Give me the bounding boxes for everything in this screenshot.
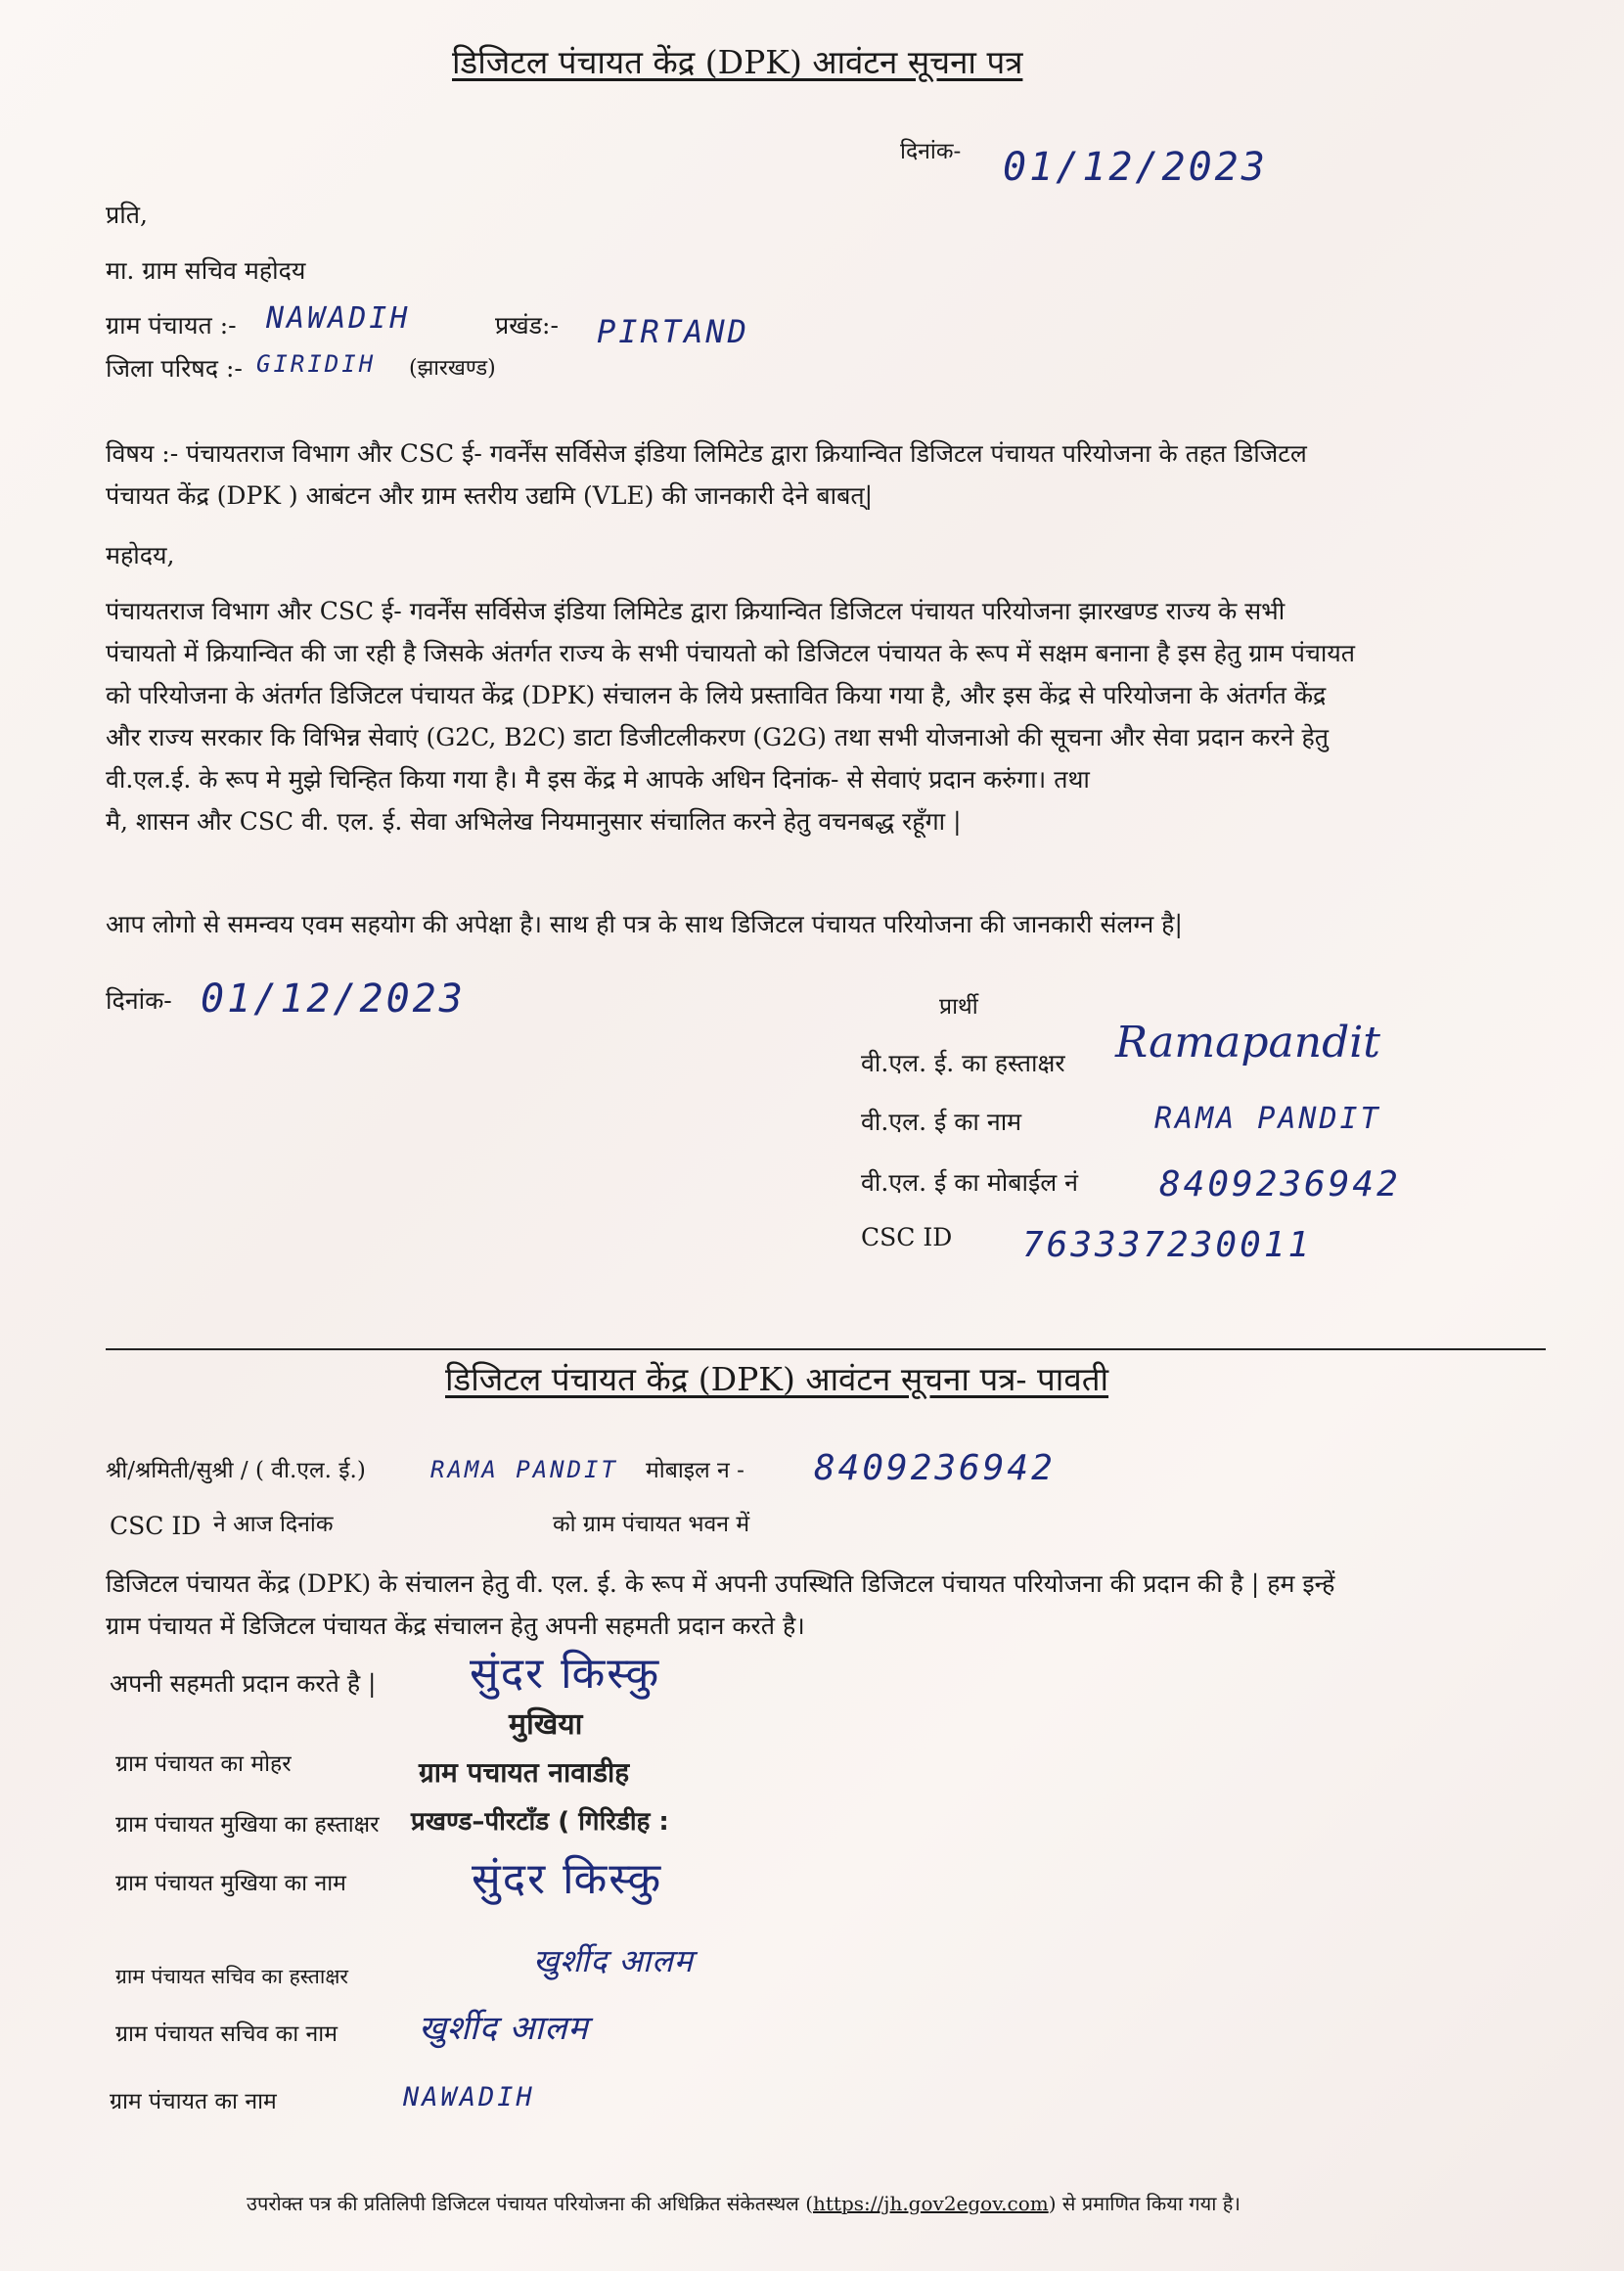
district-label: जिला परिषद :- [106, 354, 243, 383]
vle-mobile-value: 8409236942 [1159, 1164, 1401, 1204]
applicant-label: प्रार्थी [939, 994, 978, 1020]
subject-line: विषय :- पंचायतराज विभाग और CSC ई- गवर्नेंस सर्विसेज इंडिया लिमिटेड द्वारा क्रियान्वित डिजिटल पंचायत परियोजना के तहत डिजिटल [106, 439, 1307, 468]
footer-text-after: ) से प्रमाणित किया गया है। [1048, 2192, 1241, 2215]
body-line: और राज्य सरकार कि विभिन्न सेवाएं (G2C, B2C) डाटा डिजीटलीकरण (G2G) तथा सभी योजनाओ की सूचना और सेवा प्रदान करने हेतु [106, 723, 1330, 751]
footer-note [247, 2192, 1241, 2215]
receipt-line: डिजिटल पंचायत केंद्र (DPK) के संचालन हेतु वी. एल. ई. के रूप में अपनी उपस्थिति डिजिटल पंचायत परियोजना की प्रदान की है | हम इन्हें [106, 1569, 1335, 1598]
signoff-date-label: दिनांक- [106, 986, 172, 1015]
csc-id-label: CSC ID [861, 1223, 953, 1251]
body-line: मै, शासन और CSC वी. एल. ई. सेवा अभिलेख नियमानुसार संचालित करने हेतु वचनबद्ध रहूँगा | [106, 807, 962, 836]
vle-signature: Ramapandit [1115, 1018, 1380, 1067]
subject [106, 432, 1307, 517]
footer-url[interactable]: https://jh.gov2egov.com [813, 2192, 1049, 2215]
secretary-signature-label: ग्राम पंचायत सचिव का हस्ताक्षर [115, 1965, 348, 1988]
receipt-venue-text: को ग्राम पंचायत भवन में [553, 1512, 750, 1537]
receipt-vle-label: श्री/श्रमिती/सुश्री / ( वी.एल. ई.) [106, 1458, 366, 1483]
mukhiya-signature-label: ग्राम पंचायत मुखिया का हस्ताक्षर [115, 1812, 380, 1838]
stamp-gram-panchayat: ग्राम पचायत नावाडीह [419, 1756, 630, 1789]
csc-id-value: 763337230011 [1022, 1225, 1313, 1265]
secretary-name-value: खुर्शीद आलम [419, 2009, 589, 2048]
date-handwritten: 01/12/2023 [1003, 145, 1268, 190]
to-label: प्रति, [106, 201, 148, 229]
consent-signature: सुंदर किस्कु [470, 1649, 661, 1699]
body-line: पंचायतो में क्रियान्वित की जा रही है जिसके अंतर्गत राज्य के सभी पंचायतो को डिजिटल पंचायत के रूप में सक्षम बनाना है इस हेतु ग्राम पंचायत [106, 639, 1356, 667]
receipt-title: डिजिटल पंचायत केंद्र (DPK) आवंटन सूचना पत्र- पावती [445, 1360, 1109, 1398]
gp-name-value: NAWADIH [403, 2082, 535, 2112]
mukhiya-name-label: ग्राम पंचायत मुखिया का नाम [115, 1871, 346, 1896]
receipt-mobile-value: 8409236942 [814, 1448, 1056, 1488]
signoff-date-value: 01/12/2023 [201, 977, 466, 1022]
footer-text-before: उपरोक्त पत्र की प्रतिलिपी डिजिटल पंचायत परियोजना की अधिक्रित संकेतस्थल ( [247, 2192, 813, 2215]
subject-line: पंचायत केंद्र (DPK ) आबंटन और ग्राम स्तरीय उद्यमि (VLE) की जानकारी देने बाबत्| [106, 481, 874, 510]
page-title: डिजिटल पंचायत केंद्र (DPK) आवंटन सूचना पत्र [452, 43, 1023, 81]
section-divider [106, 1348, 1546, 1350]
receipt-csc-label: CSC ID [110, 1512, 202, 1540]
body-line: वी.एल.ई. के रूप मे मुझे चिन्हित किया गया है। मै इस केंद्र मे आपके अधिन दिनांक- से सेवाएं प्रदान करुंगा। तथा [106, 765, 1090, 794]
block-label: प्रखंड:- [495, 311, 559, 340]
district-value: GIRIDIH [256, 350, 377, 378]
body-line: को परियोजना के अंतर्गत डिजिटल पंचायत केंद्र (DPK) संचालन के लिये प्रस्तावित किया गया है, और इस केंद्र से परियोजना के अंतर्गत केंद्र [106, 681, 1327, 709]
date-label: दिनांक- [900, 139, 962, 164]
gram-panchayat-label: ग्राम पंचायत :- [106, 311, 237, 340]
mukhiya-name-value: सुंदर किस्कु [472, 1854, 663, 1904]
secretary-signature: खुर्शीद आलम [533, 1942, 694, 1979]
recipient: मा. ग्राम सचिव महोदय [106, 256, 306, 285]
receipt-date-text: ने आज दिनांक [213, 1512, 334, 1537]
receipt-vle-name: RAMA PANDIT [430, 1456, 618, 1483]
stamp-mukhiya: मुखिया [509, 1707, 583, 1742]
seal-label: ग्राम पंचायत का मोहर [115, 1751, 292, 1777]
vle-name-label: वी.एल. ई का नाम [861, 1108, 1022, 1136]
secretary-name-label: ग्राम पंचायत सचिव का नाम [115, 2021, 338, 2047]
gram-panchayat-value: NAWADIH [266, 301, 411, 336]
state-label: (झारखण्ड) [409, 356, 496, 381]
vle-signature-label: वी.एल. ई. का हस्ताक्षर [861, 1049, 1065, 1077]
consent-text: अपनी सहमती प्रदान करते है | [110, 1669, 377, 1698]
gp-name-label: ग्राम पंचायत का नाम [110, 2089, 277, 2114]
receipt-mobile-label: मोबाइल न - [646, 1458, 744, 1483]
salutation: महोदय, [106, 541, 175, 569]
receipt-paragraph [106, 1563, 1334, 1647]
body-paragraph [106, 590, 1355, 842]
vle-name-value: RAMA PANDIT [1154, 1102, 1381, 1136]
cooperation-text: आप लोगो से समन्वय एवम सहयोग की अपेक्षा है। साथ ही पत्र के साथ डिजिटल पंचायत परियोजना की जानकारी संलग्न है| [106, 910, 1183, 938]
body-line: पंचायतराज विभाग और CSC ई- गवर्नेंस सर्विसेज इंडिया लिमिटेड द्वारा क्रियान्वित डिजिटल पंचायत परियोजना झारखण्ड राज्य के सभी [106, 597, 1286, 625]
vle-mobile-label: वी.एल. ई का मोबाईल नं [861, 1168, 1079, 1197]
block-value: PIRTAND [597, 313, 749, 350]
stamp-block: प्रखण्ड–पीरटाँड ( गिरिडीह : [411, 1807, 669, 1837]
receipt-line: ग्राम पंचायत में डिजिटल पंचायत केंद्र संचालन हेतु अपनी सहमती प्रदान करते है। [106, 1612, 805, 1640]
